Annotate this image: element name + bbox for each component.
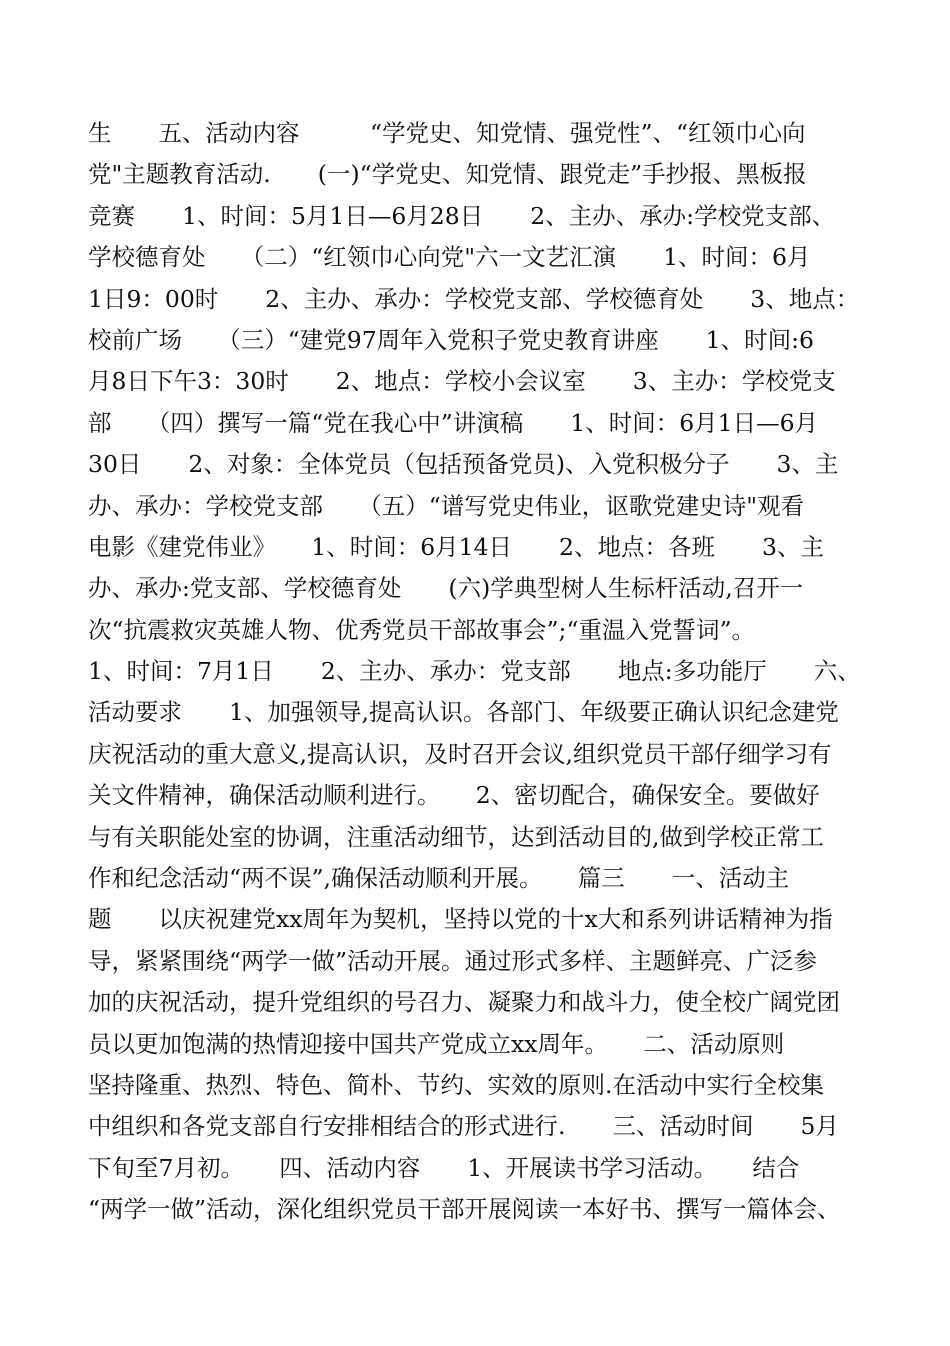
text-line: 坚持隆重、热烈、特色、简朴、节约、实效的原则.在活动中实行全校集 [88, 1070, 824, 1099]
text-line: 作和纪念活动“两不误”,确保活动顺利开展。 篇三 一、活动主 [88, 864, 790, 893]
text-line: 学校德育处 （二）“红领巾心向党"六一文艺汇演 1、时间：6月 [88, 243, 811, 272]
text-line: 中组织和各党支部自行安排相结合的形式进行. 三、活动时间 5月 [88, 1112, 839, 1141]
text-line: 1日9：00时 2、主办、承办：学校党支部、学校德育处 3、地点： [88, 284, 860, 313]
text-line: 30日 2、对象：全体党员（包括预备党员)、入党积极分子 3、主 [88, 450, 839, 479]
text-line: 活动要求 1、加强领导,提高认识。各部门、年级要正确认识纪念建党 [88, 698, 839, 727]
text-line: 办、承办：学校党支部 （五）“谱写党史伟业，讴歌党建史诗"观看 [88, 491, 805, 520]
text-line: 党"主题教育活动. (一)“学党史、知党情、跟党走”手抄报、黑板报 [88, 160, 807, 189]
text-line: 生 五、活动内容 “学党史、知党情、强党性”、“红领巾心向 [88, 119, 806, 147]
document-body [88, 113, 888, 1231]
text-line: 与有关职能处室的协调，注重活动细节，达到活动目的,做到学校正常工 [88, 822, 824, 851]
text-line: 关文件精神，确保活动顺利进行。 2、密切配合，确保安全。要做好 [88, 781, 820, 810]
text-line: “两学一做”活动，深化组织党员干部开展阅读一本好书、撰写一篇体会、 [88, 1195, 841, 1224]
text-line: 庆祝活动的重大意义,提高认识，及时召开会议,组织党员干部仔细学习有 [88, 739, 832, 768]
text-line: 电影《建党伟业》 1、时间：6月14日 2、地点：各班 3、主 [88, 532, 824, 561]
text-line: 员以更加饱满的热情迎接中国共产党成立xx周年。 二、活动原则 [88, 1029, 785, 1058]
text-line: 题 以庆祝建党xx周年为契机，坚持以党的十x大和系列讲话精神为指 [88, 905, 833, 934]
text-line: 月8日下午3：30时 2、地点：学校小会议室 3、主办：学校党支 [88, 367, 836, 396]
text-line: 办、承办:党支部、学校德育处 (六)学典型树人生标杆活动,召开一 [88, 574, 804, 603]
text-line: 次“抗震救灾英雄人物、优秀党员干部故事会”;“重温入党誓词”。 [88, 615, 755, 644]
text-line: 校前广场 （三）“建党97周年入党积子党史教育讲座 1、时间:6 [88, 325, 814, 354]
text-line: 加的庆祝活动，提升党组织的号召力、凝聚力和战斗力，使全校广阔党团 [88, 988, 840, 1017]
text-line: 竞赛 1、时间：5月1日—6月28日 2、主办、承办:学校党支部、 [88, 201, 836, 230]
text-line: 下旬至7月初。 四、活动内容 1、开展读书学习活动。 结合 [88, 1153, 800, 1182]
text-line: 部 （四）撰写一篇“党在我心中”讲演稿 1、时间：6月1日—6月 [88, 408, 819, 437]
text-line: 1、时间：7月1日 2、主办、承办：党支部 地点:多功能厅 六、 [88, 657, 861, 686]
text-line: 导，紧紧围绕“两学一做”活动开展。通过形式多样、主题鲜亮、广泛参 [88, 946, 818, 975]
